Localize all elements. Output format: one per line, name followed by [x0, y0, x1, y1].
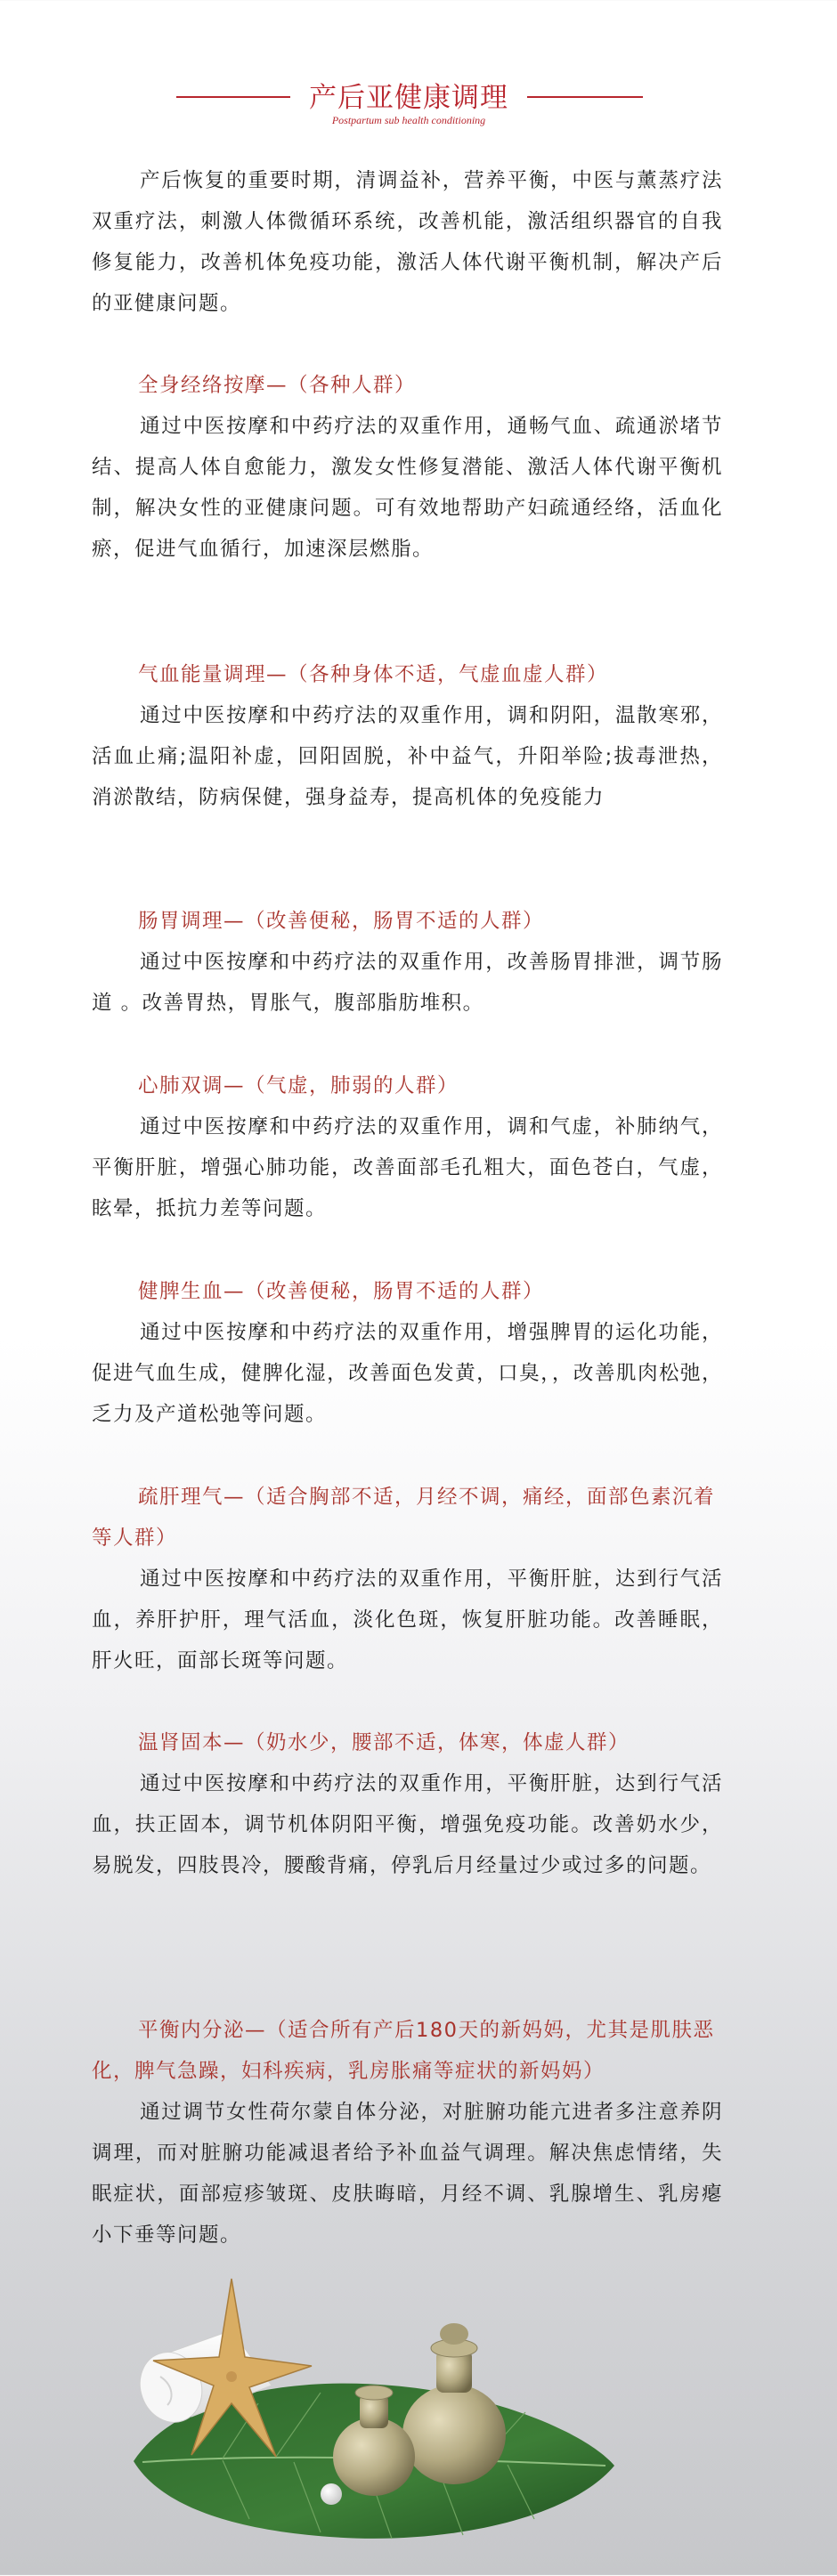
section-title: 肠胃调理—（改善便秘，肠胃不适的人群） — [138, 910, 545, 933]
section-spleen-blood — [92, 1271, 723, 1435]
section-body: 通过调节女性荷尔蒙自体分泌，对脏腑功能亢进者多注意养阴调理，而对脏腑功能减退者给予补血益气调理。解决焦虑情绪，失眠症状，面部痘疹皱斑、皮肤晦暗，月经不调、乳腺增生、乳房瘪小下垂等问题。 — [92, 2101, 723, 2247]
section-endocrine-balance — [92, 2010, 723, 2256]
section-body: 通过中医按摩和中药疗法的双重作用，通畅气血、疏通淤堵节结、提高人体自愈能力，激发女性修复潜能、激活人体代谢平衡机制，解决女性的亚健康问题。可有效地帮助产妇疏通经络，活血化瘀，促进气血循行，加速深层燃脂。 — [92, 415, 723, 561]
section-body: 通过中医按摩和中药疗法的双重作用，调和气虚，补肺纳气，平衡肝脏，增强心肺功能，改善面部毛孔粗大，面色苍白，气虚，眩晕，抵抗力差等问题。 — [92, 1115, 723, 1220]
clay-pot-large-icon — [402, 2323, 506, 2484]
section-body: 通过中医按摩和中药疗法的双重作用，改善肠胃排泄，调节肠道 。改善胃热，胃胀气，腹部脂肪堆积。 — [92, 951, 723, 1015]
section-title: 全身经络按摩—（各种人群） — [138, 374, 417, 397]
section-title: 心肺双调—（气虚，肺弱的人群） — [138, 1074, 459, 1098]
section-body: 通过中医按摩和中药疗法的双重作用，增强脾胃的运化功能，促进气血生成，健脾化湿，改善面色发黄，口臭，，改善肌肉松弛，乏力及产道松弛等问题。 — [92, 1321, 723, 1426]
header-rule-left — [176, 96, 290, 98]
section-qi-blood-energy — [92, 654, 723, 818]
page-header — [0, 69, 837, 132]
section-title: 平衡内分泌—（适合所有产后180天的新妈妈，尤其是肌肤恶化，脾气急躁，妇科疾病，乳房胀痛等症状的新妈妈） — [92, 2019, 715, 2083]
section-title: 温肾固本—（奶水少，腰部不适，体寒，体虚人群） — [138, 1731, 630, 1754]
section-liver-qi — [92, 1477, 723, 1681]
section-kidney-warming — [92, 1722, 723, 1886]
section-title: 气血能量调理—（各种身体不适，气虚血虚人群） — [138, 663, 609, 686]
intro-paragraph: 产后恢复的重要时期，清调益补，营养平衡，中医与薰蒸疗法双重疗法，刺激人体微循环系统，改善机能，激活组织器官的自我修复能力，改善机体免疫功能，激活人体代谢平衡机制，解决产后的亚健康问题。 — [92, 169, 723, 315]
section-body: 通过中医按摩和中药疗法的双重作用，平衡肝脏，达到行气活血，养肝护肝，理气活血，淡化色斑，恢复肝脏功能。改善睡眠，肝火旺，面部长斑等问题。 — [92, 1567, 723, 1673]
page-title: 产后亚健康调理 — [309, 82, 508, 114]
section-heart-lung — [92, 1065, 723, 1229]
page-subtitle: Postpartum sub health conditioning — [331, 114, 486, 126]
spa-illustration — [125, 2252, 623, 2572]
section-title: 健脾生血—（改善便秘，肠胃不适的人群） — [138, 1280, 545, 1303]
pearl-icon — [321, 2483, 342, 2505]
section-title: 疏肝理气—（适合胸部不适，月经不调，痛经，面部色素沉着等人群） — [92, 1486, 716, 1550]
intro-block — [92, 160, 723, 324]
section-body: 通过中医按摩和中药疗法的双重作用，平衡肝脏，达到行气活血，扶正固本，调节机体阴阳平衡，增强免疫功能。改善奶水少，易脱发，四肢畏冷，腰酸背痛，停乳后月经量过少或过多的问题。 — [92, 1772, 723, 1877]
section-meridian-massage — [92, 365, 723, 570]
section-stomach-intestine — [92, 901, 723, 1024]
section-body: 通过中医按摩和中药疗法的双重作用，调和阴阳，温散寒邪，活血止痛;温阳补虚，回阳固脱，补中益气，升阳举险;拔毒泄热，消淤散结，防病保健，强身益寿，提高机体的免疫能力 — [92, 704, 723, 809]
header-rule-right — [527, 96, 643, 98]
